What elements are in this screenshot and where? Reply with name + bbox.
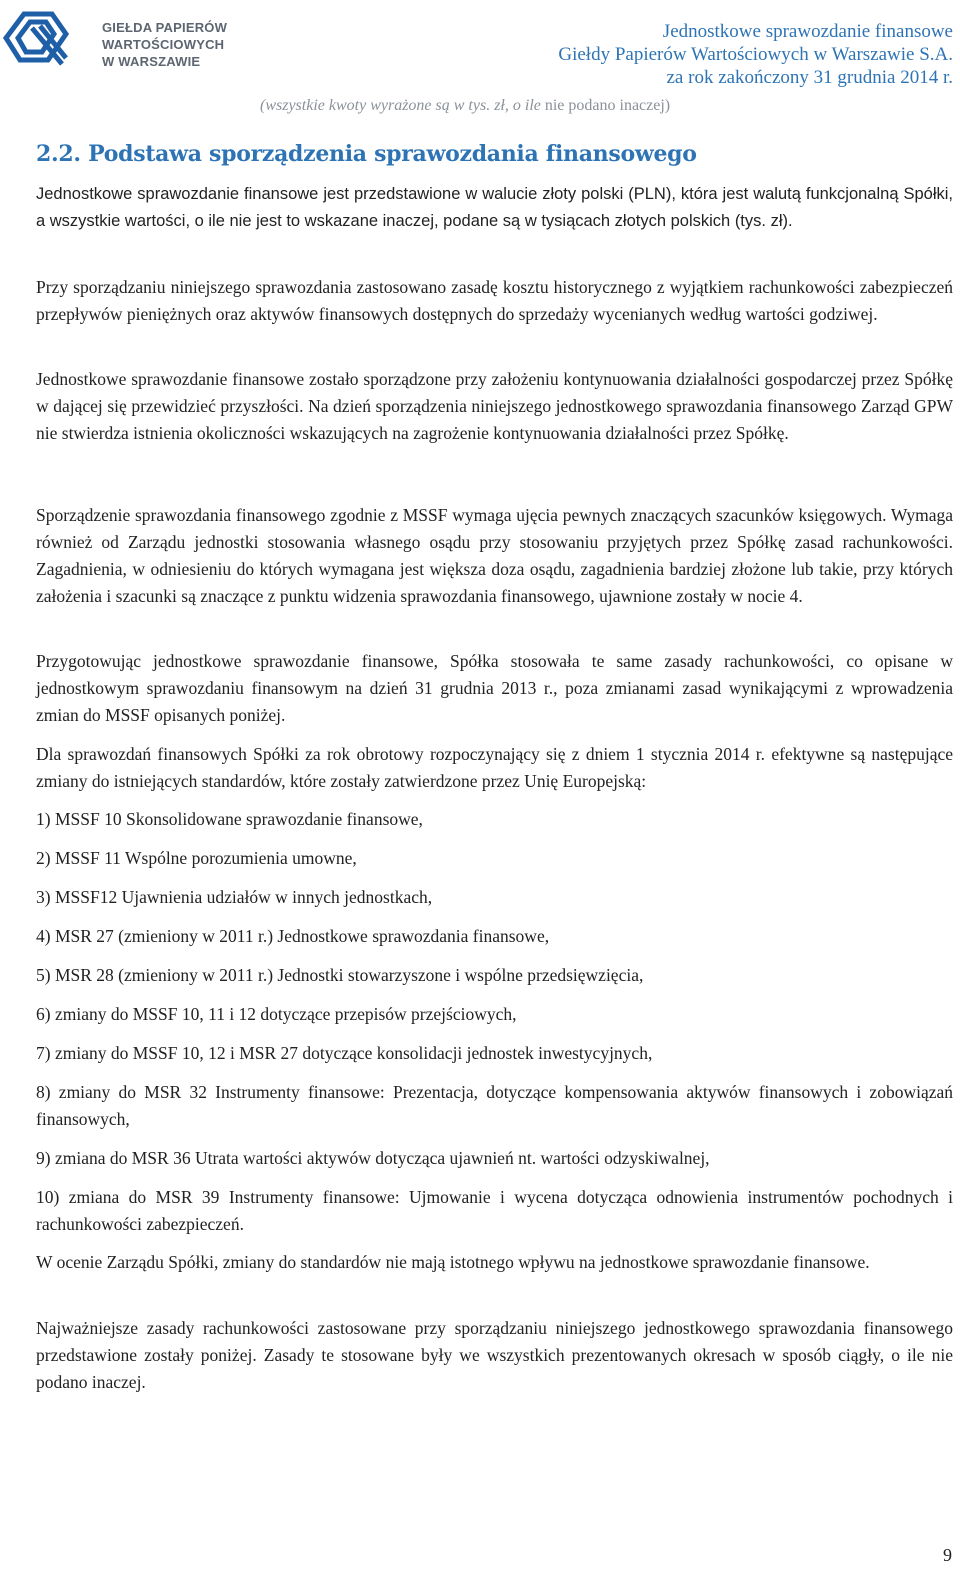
list-item: 8) zmiany do MSR 32 Instrumenty finansowe: Prezentacja, dotyczące kompensowania aktywów finansowych i zobowiązań finansowych, — [36, 1082, 953, 1129]
paragraph-standards-intro: Dla sprawozdań finansowych Spółki za rok obrotowy rozpoczynający się z dniem 1 stycznia 2014 r. efektywne są następujące zmiany do istniejących standardów, które zostały zatwierdzone przez Unię Europejską: — [36, 744, 953, 791]
paragraph-going-concern: Jednostkowe sprawozdanie finansowe zostało sporządzone przy założeniu kontynuowania działalności gospodarczej przez Spółkę w dającej się przewidzieć przyszłości. Na dzień sporządzenia niniejszego jednostkowego sprawozdania finansowego Zarząd GPW nie stwierdza istnienia okoliczności wskazujących na zagrożenie kontynuowania działalności przez Spółkę. — [36, 369, 953, 443]
logo-wordmark — [102, 19, 237, 70]
paragraph-currency: Jednostkowe sprawozdanie finansowe jest przedstawione w walucie złoty polski (PLN), która jest walutą funkcjonalną Spółki, a wszystkie wartości, o ile nie jest to wskazane inaczej, podane są w tysiącach złotych polskich (tys. zł). — [36, 185, 953, 230]
header-title-line-2: Giełdy Papierów Wartościowych w Warszawie S.A. — [558, 44, 953, 65]
list-item: 7) zmiany do MSSF 10, 12 i MSR 27 dotyczące konsolidacji jednostek inwestycyjnych, — [36, 1043, 653, 1063]
paragraph-key-policies: Najważniejsze zasady rachunkowości zastosowane przy sporządzaniu niniejszego jednostkowego sprawozdania finansowego przedstawione zostały poniżej. Zasady te stosowane były we wszystkich prezentowanych okresach w sposób ciągły, o ile nie podano inaczej. — [36, 1318, 953, 1392]
amounts-note-rest: nie podano inaczej) — [540, 97, 671, 114]
list-item: 9) zmiana do MSR 36 Utrata wartości aktywów dotycząca ujawnień nt. wartości odzyskiwalnej, — [36, 1148, 710, 1168]
list-item: 10) zmiana do MSR 39 Instrumenty finansowe: Ujmowanie i wycena dotycząca odnowienia instrumentów pochodnych i rachunkowości zabezpieczeń. — [36, 1187, 953, 1234]
amounts-note — [260, 97, 670, 115]
gpw-logo — [2, 6, 232, 68]
list-item: 5) MSR 28 (zmieniony w 2011 r.) Jednostki stowarzyszone i wspólne przedsięwzięcia, — [36, 965, 644, 985]
header-title-line-1: Jednostkowe sprawozdanie finansowe — [662, 21, 953, 42]
gpw-logo-icon — [2, 6, 70, 68]
logo-line-1: GIEŁDA PAPIERÓW — [102, 20, 228, 35]
paragraph-historical-cost: Przy sporządzaniu niniejszego sprawozdania zastosowano zasadę kosztu historycznego z wyjątkiem rachunkowości zabezpieczeń przepływów pieniężnych oraz aktywów finansowych dostępnych do sprzedaży wycenianych według wartości godziwej. — [36, 277, 953, 324]
logo-line-2: WARTOŚCIOWYCH — [102, 37, 225, 52]
list-item: 6) zmiany do MSSF 10, 11 i 12 dotyczące przepisów przejściowych, — [36, 1004, 517, 1024]
logo-line-3: W WARSZAWIE — [102, 54, 201, 69]
section-heading: 2.2. Podstawa sporządzenia sprawozdania finansowego — [36, 141, 697, 167]
header-title-line-3: za rok zakończony 31 grudnia 2014 r. — [666, 67, 953, 88]
paragraph-policies: Przygotowując jednostkowe sprawozdanie finansowe, Spółka stosowała te same zasady rachunkowości, co opisane w jednostkowym sprawozdaniu finansowym na dzień 31 grudnia 2013 r., poza zmianami zasad wynikającymi z wprowadzenia zmian do MSSF opisanych poniżej. — [36, 651, 953, 725]
amounts-note-italic: (wszystkie kwoty wyrażone są w tys. zł, o ile — [260, 97, 541, 114]
list-item: 1) MSSF 10 Skonsolidowane sprawozdanie finansowe, — [36, 809, 423, 829]
list-item: 4) MSR 27 (zmieniony w 2011 r.) Jednostkowe sprawozdania finansowe, — [36, 926, 550, 946]
page-number: 9 — [943, 1545, 952, 1565]
paragraph-estimates: Sporządzenie sprawozdania finansowego zgodnie z MSSF wymaga ujęcia pewnych znaczących szacunków księgowych. Wymaga również od Zarządu jednostki stosowania własnego osądu przy stosowaniu przyjętych przez Spółkę zasad rachunkowości. Zagadnienia, w odniesieniu do których wymagana jest większa doza osądu, zagadnienia bardziej złożone lub takie, przy których założenia i szacunki są znaczące z punktu widzenia sprawozdania finansowego, ujawnione zostały w nocie 4. — [36, 505, 953, 606]
paragraph-impact: W ocenie Zarządu Spółki, zmiany do standardów nie mają istotnego wpływu na jednostkowe sprawozdanie finansowe. — [36, 1252, 870, 1272]
report-header-title — [558, 20, 953, 89]
list-item: 2) MSSF 11 Wspólne porozumienia umowne, — [36, 848, 357, 868]
list-item: 3) MSSF12 Ujawnienia udziałów w innych jednostkach, — [36, 887, 433, 907]
